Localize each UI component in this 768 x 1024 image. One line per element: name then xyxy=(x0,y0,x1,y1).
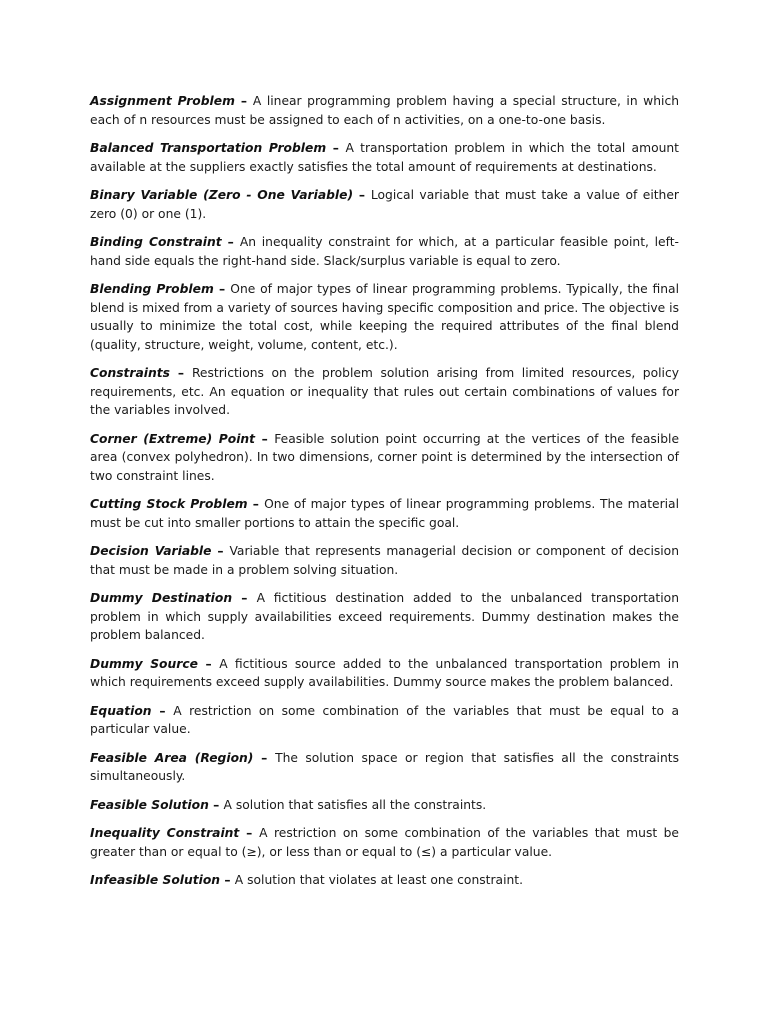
glossary-definition: A restriction on some combination of the variables that must be greater than or equal to (≥), or less than or equal to (≤) a particular value. xyxy=(90,826,680,859)
glossary-definition: The solution space or region that satisfies all the constraints simultaneously. xyxy=(90,750,679,783)
glossary-definition: One of major types of linear programming problems. The material must be cut into smaller portions to attain the specific goal. xyxy=(90,497,680,530)
glossary-entry-blending-problem xyxy=(90,280,679,354)
term-separator: – xyxy=(169,366,192,380)
glossary-entry-feasible-area xyxy=(90,749,679,786)
glossary-entry-constraints xyxy=(90,364,679,420)
term-separator: – xyxy=(221,235,240,249)
glossary-term: Equation xyxy=(90,703,152,718)
term-separator: – xyxy=(220,873,235,887)
glossary-term: Dummy Destination xyxy=(90,591,233,605)
glossary-term: Inequality Constraint xyxy=(90,826,240,840)
glossary-term: Feasible Area (Region) xyxy=(90,750,254,765)
glossary-definition: A fictitious destination added to the unbalanced transportation problem in which supply availabilities exceed requirements. Dummy destination makes the problem balanced. xyxy=(90,591,679,642)
term-separator: – xyxy=(253,750,276,765)
glossary-entry-cutting-stock-problem xyxy=(90,495,679,532)
glossary-term: Infeasible Solution xyxy=(90,873,221,887)
term-separator: – xyxy=(234,94,253,108)
glossary-entry-decision-variable xyxy=(90,542,679,579)
glossary-entry-equation xyxy=(90,702,679,739)
glossary-definition: Feasible solution point occurring at the vertices of the feasible area (convex polyhedron). In two dimensions, corner point is determined by the intersection of two constraint lines. xyxy=(90,431,680,483)
term-separator: – xyxy=(326,141,346,155)
glossary-term: Balanced Transportation Problem xyxy=(90,141,327,155)
glossary-entry-feasible-solution xyxy=(90,796,679,815)
glossary-entry-infeasible-solution xyxy=(90,871,679,890)
glossary-term: Feasible Solution xyxy=(90,797,209,812)
glossary-term: Decision Variable xyxy=(90,544,212,558)
term-separator: – xyxy=(353,188,371,202)
glossary-entry-dummy-destination xyxy=(90,589,679,645)
glossary-term: Binding Constraint xyxy=(90,235,222,249)
glossary-definition: A solution that satisfies all the constraints. xyxy=(223,797,487,812)
glossary-definition: A transportation problem in which the total amount available at the suppliers exactly satisfies the total amount of requirements at destinations. xyxy=(90,141,680,174)
term-separator: – xyxy=(208,797,224,812)
glossary-term: Constraints xyxy=(90,366,170,380)
glossary-definition: A restriction on some combination of the variables that must be equal to a particular value. xyxy=(90,703,679,736)
glossary-term: Blending Problem xyxy=(90,282,214,296)
glossary-definition: Restrictions on the problem solution arising from limited resources, policy requirements, etc. An equation or inequality that rules out certain combinations of values for the variables involved. xyxy=(90,366,679,417)
term-separator: – xyxy=(197,656,220,671)
term-separator: – xyxy=(239,826,260,840)
glossary-definition: A fictitious source added to the unbalanced transportation problem in which requirements exceed supply availabilities. Dummy source makes the problem balanced. xyxy=(90,656,680,689)
term-separator: – xyxy=(151,703,174,718)
term-separator: – xyxy=(247,497,265,511)
glossary-term: Corner (Extreme) Point xyxy=(90,431,256,446)
glossary-term: Binary Variable (Zero - One Variable) xyxy=(90,188,354,202)
glossary-entry-balanced-transportation-problem xyxy=(90,139,679,176)
term-separator: – xyxy=(255,431,275,446)
term-separator: – xyxy=(232,591,257,605)
glossary-definition: A linear programming problem having a special structure, in which each of n resources must be assigned to each of n activities, on a one-to-one basis. xyxy=(90,94,679,127)
glossary-definition: Variable that represents managerial decision or component of decision that must be made in a problem solving situation. xyxy=(90,544,680,577)
glossary-entry-dummy-source xyxy=(90,655,679,692)
glossary-definition: Logical variable that must take a value of either zero (0) or one (1). xyxy=(90,188,679,221)
glossary-entry-corner-point xyxy=(90,430,679,486)
glossary-definition: A solution that violates at least one constraint. xyxy=(234,873,524,887)
glossary-entry-inequality-constraint xyxy=(90,824,679,861)
glossary-term: Assignment Problem xyxy=(90,94,235,108)
glossary-term: Cutting Stock Problem xyxy=(90,497,248,511)
glossary-definition: An inequality constraint for which, at a particular feasible point, left-hand side equals the right-hand side. Slack/surplus variable is equal to zero. xyxy=(90,235,679,268)
glossary-entry-binary-variable xyxy=(90,186,679,223)
term-separator: – xyxy=(213,282,231,296)
term-separator: – xyxy=(211,544,230,558)
glossary-entry-binding-constraint xyxy=(90,233,679,270)
glossary-definition: One of major types of linear programming problems. Typically, the final blend is mixed from a variety of sources having specific composition and price. The objective is usually to minimize the total cost, while keeping the required attributes of the final blend (quality, structure, weight, volume, content, etc.). xyxy=(90,282,680,352)
glossary-list xyxy=(90,92,679,900)
glossary-term: Dummy Source xyxy=(90,656,198,671)
glossary-entry-assignment-problem xyxy=(90,92,679,129)
